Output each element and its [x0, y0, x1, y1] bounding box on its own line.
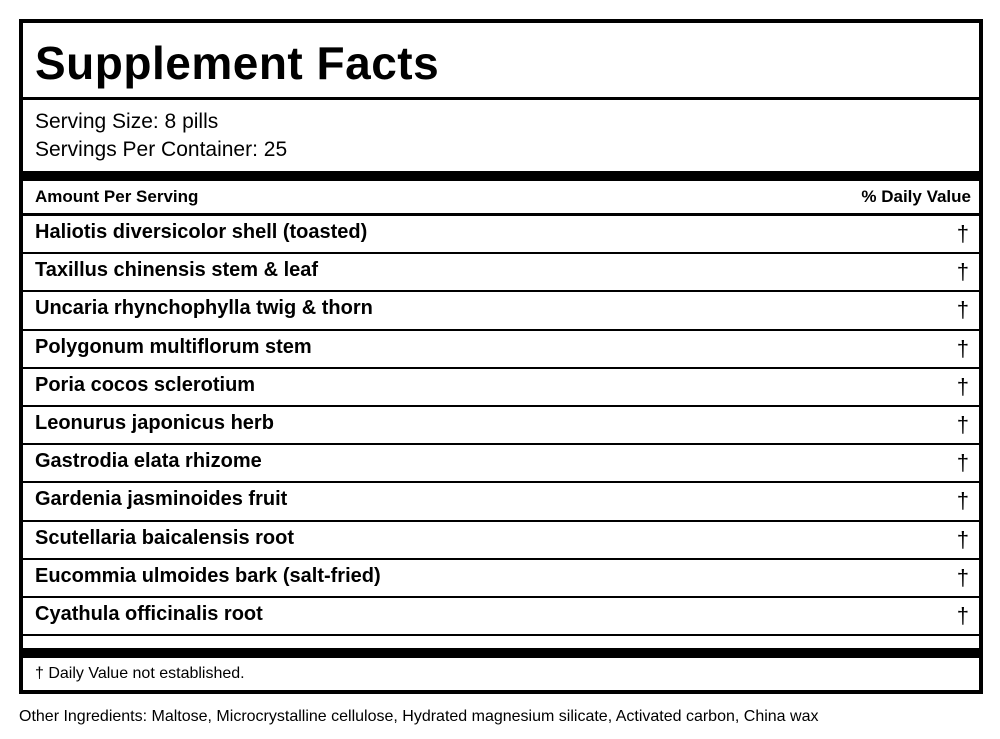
title-divider — [23, 97, 979, 100]
ingredient-row — [23, 445, 979, 483]
ingredient-row — [23, 331, 979, 369]
supplement-facts-panel — [19, 19, 983, 694]
ingredient-list — [23, 216, 979, 636]
ingredient-daily-value: † — [956, 259, 969, 285]
ingredient-name: Gardenia jasminoides fruit — [35, 488, 288, 511]
ingredient-daily-value: † — [956, 335, 969, 361]
ingredient-name: Cyathula officinalis root — [35, 602, 263, 625]
ingredient-name: Polygonum multiflorum stem — [35, 335, 312, 358]
ingredient-row — [23, 560, 979, 598]
ingredient-name: Leonurus japonicus herb — [35, 411, 274, 434]
servings-per-container: Servings Per Container: 25 — [35, 138, 288, 161]
ingredient-row — [23, 407, 979, 445]
ingredient-daily-value: † — [956, 564, 969, 590]
ingredient-row — [23, 598, 979, 636]
ingredient-name: Taxillus chinensis stem & leaf — [35, 259, 319, 282]
ingredient-daily-value: † — [956, 373, 969, 399]
ingredient-daily-value: † — [956, 221, 969, 246]
ingredient-daily-value: † — [956, 488, 969, 514]
ingredient-name: Haliotis diversicolor shell (toasted) — [35, 221, 368, 243]
serving-size: Serving Size: 8 pills — [35, 110, 219, 133]
ingredient-daily-value: † — [956, 297, 969, 323]
ingredient-name: Eucommia ulmoides bark (salt-fried) — [35, 564, 381, 587]
ingredient-name: Poria cocos sclerotium — [35, 373, 256, 396]
thick-divider-bottom — [23, 648, 979, 658]
daily-value-label: % Daily Value — [861, 187, 971, 206]
ingredient-name: Uncaria rhynchophylla twig & thorn — [35, 297, 373, 320]
ingredient-daily-value: † — [956, 526, 969, 552]
ingredient-row — [23, 483, 979, 521]
ingredient-row — [23, 292, 979, 330]
amount-per-serving-label: Amount Per Serving — [35, 187, 199, 206]
ingredient-row — [23, 369, 979, 407]
thick-divider-top — [23, 171, 979, 181]
ingredient-daily-value: † — [956, 450, 969, 476]
ingredient-row — [23, 254, 979, 292]
panel-title: Supplement Facts — [35, 37, 440, 89]
ingredient-name: Gastrodia elata rhizome — [35, 450, 262, 473]
amount-header-row — [23, 181, 979, 213]
ingredient-daily-value: † — [956, 411, 969, 437]
daily-value-footnote: † Daily Value not established. — [35, 665, 245, 682]
ingredient-row — [23, 522, 979, 560]
ingredient-name: Scutellaria baicalensis root — [35, 526, 294, 549]
other-ingredients: Other Ingredients: Maltose, Microcrystalline cellulose, Hydrated magnesium silicate, Activated carbon, China wax — [19, 708, 819, 725]
ingredient-daily-value: † — [956, 602, 969, 628]
ingredient-row — [23, 216, 979, 254]
